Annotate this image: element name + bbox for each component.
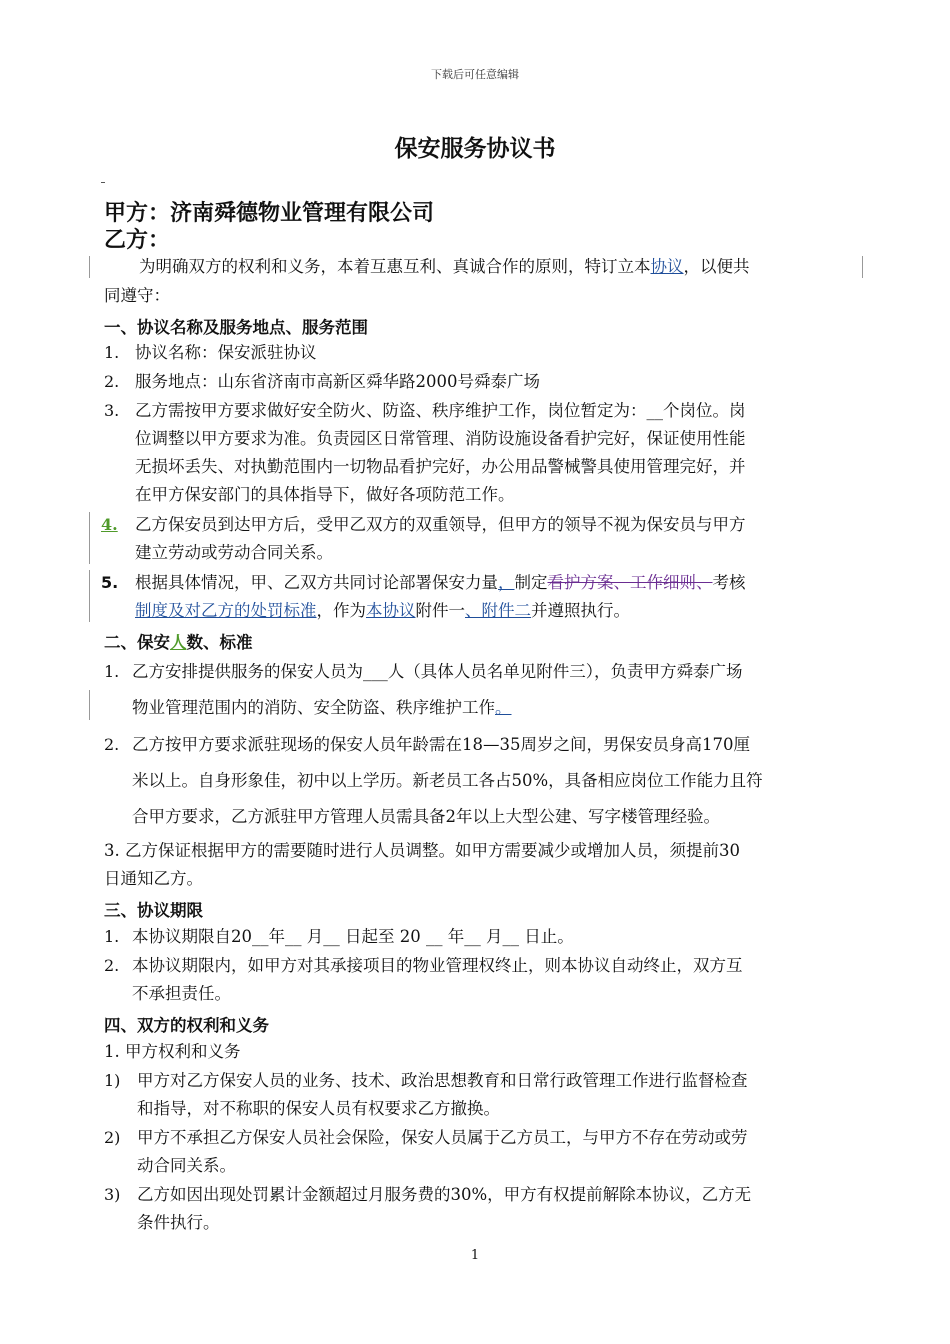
- item-text: 制定: [514, 573, 548, 592]
- item-text: 根据具体情况，甲、乙双方共同讨论部署保安力量: [135, 573, 498, 592]
- s1-item-2: 服务地点：山东省济南市高新区舜华路2000号舜泰广场: [135, 372, 540, 391]
- inserted-text: 。: [495, 698, 512, 717]
- s1-item-5-line-2: [135, 600, 630, 622]
- s4-item-1-line-2: 和指导，对不称职的保安人员有权要求乙方撤换。: [137, 1099, 500, 1118]
- item-text: 并遵照执行。: [531, 601, 630, 620]
- party-a: 甲方：济南舜德物业管理有限公司: [104, 201, 435, 226]
- s2-item-3-line-1: 3. 乙方保证根据甲方的需要随时进行人员调整。如甲方需要减少或增加人员，须提前30: [104, 841, 740, 860]
- margin-mark: [101, 182, 105, 183]
- page-number: 1: [470, 1248, 480, 1263]
- inserted-text: 、附件二: [465, 601, 531, 620]
- inserted-text: 人: [170, 633, 187, 652]
- intro-text: 为明确双方的权利和义务，本着互惠互利、真诚合作的原则，特订立本: [139, 257, 651, 276]
- item-number: 1.: [104, 927, 120, 946]
- s4-item-3-line-1: 乙方如因出现处罚累计金额超过月服务费的30%，甲方有权提前解除本协议，乙方无: [137, 1185, 752, 1204]
- s2-item-2-line-3: 合甲方要求，乙方派驻甲方管理人员需具备2年以上大型公建、写字楼管理经验。: [132, 807, 720, 826]
- change-bar: [862, 256, 863, 278]
- heading-text: 二、保安: [104, 633, 170, 652]
- item-number: 1.: [104, 343, 120, 362]
- item-number: 3.: [104, 401, 120, 420]
- item-text: 物业管理范围内的消防、安全防盗、秩序维护工作: [132, 698, 495, 717]
- inserted-text: 本协议: [366, 601, 416, 620]
- intro-line-1: [139, 256, 750, 278]
- document-title: 保安服务协议书: [394, 136, 556, 162]
- item-number: 2.: [104, 956, 120, 975]
- item-number: 2.: [104, 372, 120, 391]
- s3-item-2-line-1: 本协议期限内，如甲方对其承接项目的物业管理权终止，则本协议自动终止，双方互: [132, 956, 743, 975]
- s2-item-2-line-1: 乙方按甲方要求派驻现场的保安人员年龄需在18—35周岁之间，男保安员身高170厘: [132, 735, 750, 754]
- s1-item-1: 协议名称：保安派驻协议: [135, 343, 317, 362]
- intro-line-2: 同遵守：: [104, 286, 170, 305]
- s4-item-2-line-2: 动合同关系。: [137, 1156, 236, 1175]
- s4-item-2-line-1: 甲方不承担乙方保安人员社会保险，保安人员属于乙方员工，与甲方不存在劳动或劳: [137, 1128, 748, 1147]
- heading-text: 数、标准: [186, 633, 253, 652]
- s1-item-4-line-2: 建立劳动或劳动合同关系。: [135, 543, 333, 562]
- inserted-comma: ，: [498, 573, 515, 592]
- section-4-heading: 四、双方的权利和义务: [104, 1016, 269, 1035]
- item-number: 2.: [104, 735, 120, 754]
- change-bar: [89, 512, 90, 564]
- s2-item-3-line-2: 日通知乙方。: [104, 869, 203, 888]
- party-b: 乙方：: [104, 228, 171, 253]
- intro-text-tail: ，以便共: [683, 257, 750, 276]
- item-number: 5.: [101, 573, 119, 592]
- s2-item-1-line-2: [132, 697, 512, 719]
- section-3-heading: 三、协议期限: [104, 901, 203, 920]
- s4-subheading: 1. 甲方权利和义务: [104, 1042, 241, 1061]
- s1-item-5-line-1: [135, 572, 746, 594]
- s1-item-4-line-1: 乙方保安员到达甲方后，受甲乙双方的双重领导，但甲方的领导不视为保安员与甲方: [135, 515, 746, 534]
- item-text: ，作为: [316, 601, 366, 620]
- page-header: 下载后可任意编辑: [431, 68, 519, 81]
- change-bar: [89, 256, 90, 278]
- s4-item-3-line-2: 条件执行。: [137, 1213, 220, 1232]
- item-text: 附件一: [415, 601, 465, 620]
- item-number: 2): [104, 1128, 121, 1147]
- item-number: 3): [104, 1185, 121, 1204]
- s3-item-2-line-2: 不承担责任。: [132, 984, 231, 1003]
- s1-item-3-line-4: 在甲方保安部门的具体指导下，做好各项防范工作。: [135, 485, 515, 504]
- agreement-link[interactable]: 协议: [650, 257, 684, 276]
- item-number: 1): [104, 1071, 121, 1090]
- item-number: 1.: [104, 662, 120, 681]
- inserted-text: 制度及对乙方的处罚标准: [135, 601, 317, 620]
- s1-item-3-line-3: 无损坏丢失、对执勤范围内一切物品看护完好，办公用品警械警具使用管理完好，并: [135, 457, 746, 476]
- s1-item-3-line-2: 位调整以甲方要求为准。负责园区日常管理、消防设施设备看护完好，保证使用性能: [135, 429, 746, 448]
- section-2-heading: [104, 629, 253, 653]
- s1-item-3-line-1: 乙方需按甲方要求做好安全防火、防盗、秩序维护工作，岗位暂定为：__个岗位。岗: [135, 401, 746, 420]
- s3-item-1: 本协议期限自20__年__ 月__ 日起至 20 __ 年__ 月__ 日止。: [132, 927, 574, 946]
- s4-item-1-line-1: 甲方对乙方保安人员的业务、技术、政治思想教育和日常行政管理工作进行监督检查: [137, 1071, 748, 1090]
- change-bar: [89, 690, 90, 720]
- section-1-heading: 一、协议名称及服务地点、服务范围: [104, 318, 368, 337]
- change-bar: [89, 570, 90, 622]
- s2-item-1-line-1: 乙方安排提供服务的保安人员为___人（具体人员名单见附件三），负责甲方舜泰广场: [132, 662, 743, 681]
- s2-item-2-line-2: 米以上。自身形象佳，初中以上学历。新老员工各占50%，具备相应岗位工作能力且符: [132, 771, 763, 790]
- deleted-text: 看护方案、工作细则、: [547, 573, 713, 592]
- item-number: 4.: [101, 515, 118, 534]
- item-text: 考核: [712, 573, 746, 592]
